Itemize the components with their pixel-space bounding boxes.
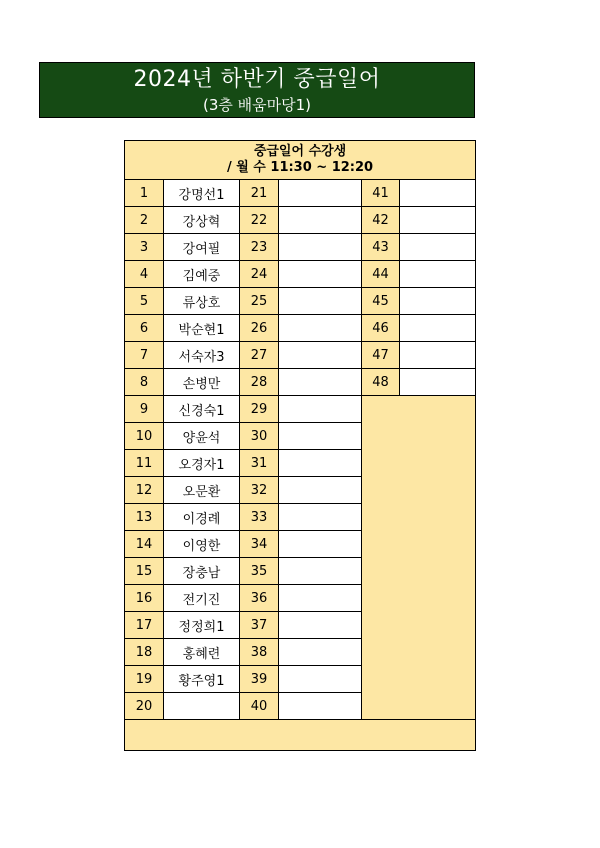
student-number: 10 bbox=[125, 423, 164, 450]
student-name: 강명선1 bbox=[164, 180, 240, 207]
student-name: 신경숙1 bbox=[164, 396, 240, 423]
student-number: 23 bbox=[240, 234, 279, 261]
student-number: 1 bbox=[125, 180, 164, 207]
student-name bbox=[400, 207, 476, 234]
table-row bbox=[125, 342, 476, 369]
student-number: 7 bbox=[125, 342, 164, 369]
student-name bbox=[279, 639, 362, 666]
student-number: 11 bbox=[125, 450, 164, 477]
student-name: 류상호 bbox=[164, 288, 240, 315]
student-name bbox=[279, 207, 362, 234]
student-number: 14 bbox=[125, 531, 164, 558]
student-name bbox=[279, 558, 362, 585]
student-name bbox=[279, 261, 362, 288]
student-number: 2 bbox=[125, 207, 164, 234]
student-name bbox=[279, 504, 362, 531]
student-name: 오경자1 bbox=[164, 450, 240, 477]
student-name: 홍혜련 bbox=[164, 639, 240, 666]
table-row bbox=[125, 369, 476, 396]
student-name: 양윤석 bbox=[164, 423, 240, 450]
student-number: 44 bbox=[362, 261, 400, 288]
student-name bbox=[279, 315, 362, 342]
student-number: 9 bbox=[125, 396, 164, 423]
student-number: 42 bbox=[362, 207, 400, 234]
student-number: 15 bbox=[125, 558, 164, 585]
student-name: 이영한 bbox=[164, 531, 240, 558]
table-row bbox=[125, 288, 476, 315]
table-row bbox=[125, 180, 476, 207]
student-name bbox=[400, 342, 476, 369]
roster-header-schedule: / 월 수 11:30 ~ 12:20 bbox=[226, 160, 374, 175]
roster-header bbox=[125, 141, 476, 180]
student-name bbox=[279, 612, 362, 639]
student-name: 오문환 bbox=[164, 477, 240, 504]
student-name bbox=[279, 288, 362, 315]
student-number: 32 bbox=[240, 477, 279, 504]
student-number: 8 bbox=[125, 369, 164, 396]
student-number: 46 bbox=[362, 315, 400, 342]
student-name bbox=[279, 396, 362, 423]
student-name: 이경례 bbox=[164, 504, 240, 531]
roster-footer-row bbox=[125, 720, 476, 751]
student-number: 31 bbox=[240, 450, 279, 477]
student-number: 28 bbox=[240, 369, 279, 396]
student-number: 41 bbox=[362, 180, 400, 207]
student-name bbox=[279, 585, 362, 612]
empty-block bbox=[362, 396, 476, 720]
student-number: 4 bbox=[125, 261, 164, 288]
student-number: 12 bbox=[125, 477, 164, 504]
table-row bbox=[125, 207, 476, 234]
student-name bbox=[164, 693, 240, 720]
student-name: 정정희1 bbox=[164, 612, 240, 639]
student-number: 6 bbox=[125, 315, 164, 342]
student-number: 30 bbox=[240, 423, 279, 450]
student-number: 29 bbox=[240, 396, 279, 423]
student-name bbox=[400, 234, 476, 261]
student-number: 18 bbox=[125, 639, 164, 666]
student-number: 16 bbox=[125, 585, 164, 612]
student-number: 13 bbox=[125, 504, 164, 531]
student-name bbox=[400, 288, 476, 315]
student-name: 손병만 bbox=[164, 369, 240, 396]
student-number: 36 bbox=[240, 585, 279, 612]
student-name: 강상혁 bbox=[164, 207, 240, 234]
student-number: 45 bbox=[362, 288, 400, 315]
student-name bbox=[279, 342, 362, 369]
student-number: 25 bbox=[240, 288, 279, 315]
student-name bbox=[279, 234, 362, 261]
student-name bbox=[279, 423, 362, 450]
student-number: 5 bbox=[125, 288, 164, 315]
title-banner bbox=[39, 62, 475, 118]
student-number: 27 bbox=[240, 342, 279, 369]
student-number: 26 bbox=[240, 315, 279, 342]
student-name bbox=[400, 369, 476, 396]
student-name bbox=[279, 180, 362, 207]
student-number: 47 bbox=[362, 342, 400, 369]
student-name: 김예중 bbox=[164, 261, 240, 288]
student-name: 박순현1 bbox=[164, 315, 240, 342]
student-name: 전기진 bbox=[164, 585, 240, 612]
student-number: 38 bbox=[240, 639, 279, 666]
student-number: 43 bbox=[362, 234, 400, 261]
page-title: 2024년 하반기 중급일어 bbox=[133, 67, 381, 92]
student-number: 22 bbox=[240, 207, 279, 234]
student-number: 35 bbox=[240, 558, 279, 585]
student-number: 37 bbox=[240, 612, 279, 639]
roster-header-title: 중급일어 수강생 bbox=[253, 144, 347, 159]
table-row bbox=[125, 261, 476, 288]
student-number: 39 bbox=[240, 666, 279, 693]
student-number: 3 bbox=[125, 234, 164, 261]
page-subtitle: (3층 배움마당1) bbox=[202, 96, 311, 114]
student-number: 20 bbox=[125, 693, 164, 720]
student-name bbox=[279, 450, 362, 477]
student-name bbox=[279, 666, 362, 693]
student-name: 서숙자3 bbox=[164, 342, 240, 369]
student-name bbox=[400, 261, 476, 288]
student-name bbox=[400, 315, 476, 342]
student-number: 21 bbox=[240, 180, 279, 207]
student-number: 24 bbox=[240, 261, 279, 288]
student-name bbox=[400, 180, 476, 207]
student-number: 40 bbox=[240, 693, 279, 720]
student-number: 34 bbox=[240, 531, 279, 558]
student-number: 33 bbox=[240, 504, 279, 531]
student-name: 강여필 bbox=[164, 234, 240, 261]
roster-table bbox=[124, 140, 476, 751]
student-name bbox=[279, 693, 362, 720]
roster-header-row bbox=[125, 141, 476, 180]
student-name: 장충남 bbox=[164, 558, 240, 585]
roster-footer bbox=[125, 720, 476, 751]
table-row bbox=[125, 396, 476, 423]
student-number: 19 bbox=[125, 666, 164, 693]
student-name bbox=[279, 369, 362, 396]
student-number: 17 bbox=[125, 612, 164, 639]
table-row bbox=[125, 315, 476, 342]
student-name bbox=[279, 531, 362, 558]
table-row bbox=[125, 234, 476, 261]
student-name: 황주영1 bbox=[164, 666, 240, 693]
student-number: 48 bbox=[362, 369, 400, 396]
student-name bbox=[279, 477, 362, 504]
